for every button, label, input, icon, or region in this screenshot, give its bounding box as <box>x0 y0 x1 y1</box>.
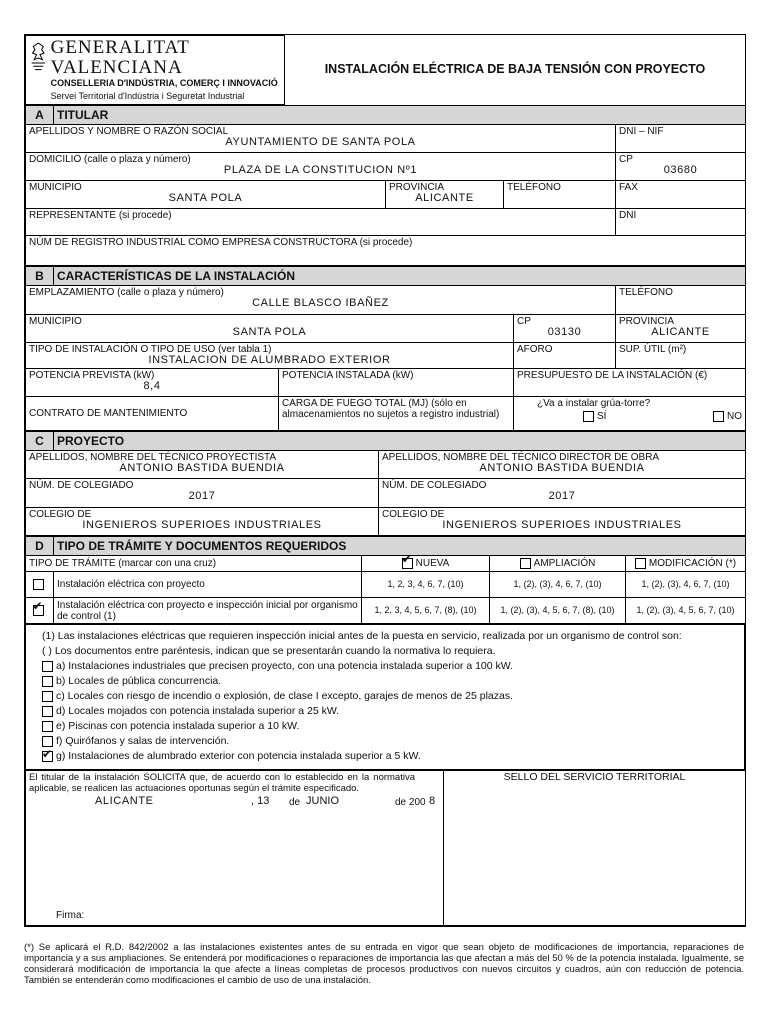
tramite-row <box>26 572 746 598</box>
field-label: TELÉFONO <box>619 287 673 298</box>
inst-provincia-field[interactable] <box>616 315 746 343</box>
field-value: INSTALACION DE ALUMBRADO EXTERIOR <box>148 354 391 366</box>
field-value: INGENIEROS SUPERIOES INDUSTRIALES <box>442 519 682 531</box>
field-value: INGENIEROS SUPERIOES INDUSTRIALES <box>82 519 322 531</box>
field-value: SANTA POLA <box>168 192 243 204</box>
tramite-row-label: Instalación eléctrica con proyecto <box>54 572 362 598</box>
section-title: TITULAR <box>54 106 746 125</box>
field-value: ALICANTE <box>415 192 474 204</box>
section-b-header <box>26 267 746 286</box>
titular-telefono-field[interactable] <box>504 181 616 209</box>
solicitud-cell <box>26 771 444 926</box>
firma-label: Firma: <box>56 910 85 921</box>
section-title: PROYECTO <box>54 432 746 451</box>
section-letter: B <box>26 267 54 286</box>
field-label: PROVINCIA <box>389 182 445 193</box>
section-a <box>25 105 746 266</box>
inst-contrato-field[interactable] <box>26 397 279 431</box>
note-checkbox[interactable] <box>42 661 53 672</box>
titular-registro-field[interactable] <box>26 236 746 266</box>
form-title: INSTALACIÓN ELÉCTRICA DE BAJA TENSIÓN CON PROYECTO <box>324 62 706 76</box>
field-label: APELLIDOS, NOMBRE DEL TÉCNICO PROYECTISTA <box>29 452 277 463</box>
field-label: SUP. ÚTIL (m²) <box>619 344 687 355</box>
year-value[interactable]: 8 <box>429 795 436 807</box>
option-label: MODIFICACIÓN (*) <box>648 558 737 570</box>
tramite-row <box>26 598 746 624</box>
field-value: ANTONIO BASTIDA BUENDIA <box>119 462 285 474</box>
tramite-row-label: Instalación eléctrica con proyecto e inspección inicial por organismo de control (1) <box>54 598 362 624</box>
titular-fax-field[interactable] <box>616 181 746 209</box>
note-item <box>42 734 728 749</box>
field-label: PROVINCIA <box>619 316 675 327</box>
inst-potencia-prevista-field[interactable] <box>26 369 279 397</box>
field-label: PRESUPUESTO DE LA INSTALACIÓN (€) <box>517 370 708 381</box>
docs-modificacion: 1, (2), (3), 4, 5, 6, 7, (10) <box>626 598 746 624</box>
note-line-1: (1) Las instalaciones eléctricas que requieren inspección inicial antes de la puesta en servicio, realizada por un organismo de control son: <box>42 630 682 642</box>
date-word: de 200 <box>395 797 426 808</box>
option-label: NUEVA <box>415 558 450 570</box>
sello-label: SELLO DEL SERVICIO TERRITORIAL <box>503 771 686 783</box>
modificacion-checkbox[interactable] <box>635 558 646 569</box>
note-text: f) Quirófanos y salas de intervención. <box>56 735 230 747</box>
field-value: CALLE BLASCO IBAÑEZ <box>252 297 389 309</box>
inst-presupuesto-field[interactable] <box>514 369 746 397</box>
note-text: g) Instalaciones de alumbrado exterior con potencia instalada superior a 5 kW. <box>56 750 421 762</box>
note-item <box>42 689 728 704</box>
org-name: GENERALITAT VALENCIANA <box>50 37 190 78</box>
note-checkbox[interactable] <box>42 706 53 717</box>
docs-nueva: 1, 2, 3, 4, 6, 7, (10) <box>362 572 490 598</box>
ampliacion-checkbox[interactable] <box>520 558 531 569</box>
director-field[interactable] <box>379 451 746 479</box>
titular-cp-field[interactable] <box>616 153 746 181</box>
row-checkbox[interactable] <box>33 605 44 616</box>
colegio-field[interactable] <box>26 508 379 536</box>
field-label: POTENCIA PREVISTA (kW) <box>29 370 155 381</box>
field-value: ANTONIO BASTIDA BUENDIA <box>479 462 645 474</box>
note-item <box>42 719 728 734</box>
notes-block <box>25 624 745 770</box>
note-item <box>42 659 728 674</box>
solicitud-block <box>25 770 746 926</box>
tramite-modificacion-option[interactable] <box>626 556 746 572</box>
titular-representante-field[interactable] <box>26 209 616 236</box>
tramite-type-label: TIPO DE TRÁMITE (marcar con una cruz) <box>26 556 362 572</box>
field-label: COLEGIO DE <box>29 509 92 520</box>
field-label: COLEGIO DE <box>382 509 445 520</box>
grua-no-option[interactable] <box>713 411 742 422</box>
inst-aforo-field[interactable] <box>514 343 616 369</box>
note-item <box>42 674 728 689</box>
field-label: MUNICIPIO <box>29 182 82 193</box>
dept-name: CONSELLERIA D'INDÚSTRIA, COMERÇ I INNOVACIÓ <box>50 78 278 88</box>
field-value: ALICANTE <box>651 326 710 338</box>
section-letter: A <box>26 106 54 125</box>
field-label: NÚM. DE COLEGIADO <box>29 480 134 491</box>
colegiado-field[interactable] <box>26 479 379 508</box>
note-text: d) Locales mojados con potencia instalada superior a 25 kW. <box>56 705 340 717</box>
section-letter: D <box>26 537 54 556</box>
section-title: TIPO DE TRÁMITE Y DOCUMENTOS REQUERIDOS <box>54 537 746 556</box>
docs-nueva: 1, 2, 3, 4, 5, 6, 7, (8), (10) <box>362 598 490 624</box>
field-label: POTENCIA INSTALADA (kW) <box>282 370 414 381</box>
docs-ampliacion: 1, (2), (3), 4, 6, 7, (10) <box>490 572 626 598</box>
field-label: APELLIDOS, NOMBRE DEL TÉCNICO DIRECTOR DE OBRA <box>382 452 660 463</box>
colegio2-field[interactable] <box>379 508 746 536</box>
section-title: CARACTERÍSTICAS DE LA INSTALACIÓN <box>54 267 746 286</box>
tramite-nueva-option[interactable] <box>362 556 490 572</box>
note-item <box>42 749 728 764</box>
inst-carga-fuego-field[interactable] <box>279 397 514 431</box>
footer-note: (*) Se aplicará el R.D. 842/2002 a las instalaciones existentes antes de su entrada en vigor que sean objeto de modificaciones de importancia, reparaciones de importancia y a sus ampliaciones. Se entenderá por modificaciones o reparaciones de importancia las que afectan a más del 50 % de la potencia instalada. Igualmente, se considerará modificación de importancia la que afecte a líneas completas de procesos productivos con nuevos circuitos y cuadros, aún con reducción de potencia. También se entenderán como modificaciones el cambio de uso de una instalación. <box>24 942 744 986</box>
field-label: TELÉFONO <box>507 182 561 193</box>
field-label: AFORO <box>517 344 553 355</box>
note-checkbox[interactable] <box>42 691 53 702</box>
note-checkbox[interactable] <box>42 676 53 687</box>
note-line-2: ( ) Los documentos entre paréntesis, indican que se presentarán cuando la normativa lo requiera. <box>42 645 496 657</box>
titular-name-field[interactable] <box>26 125 616 153</box>
inst-tipo-field[interactable] <box>26 343 514 369</box>
field-value: 03130 <box>547 326 582 338</box>
field-label: REPRESENTANTE (si procede) <box>29 210 172 221</box>
service-name: Servei Territorial d'Indústria i Seguretat Industrial <box>50 91 245 101</box>
note-text: a) Instalaciones industriales que precisen proyecto, con una potencia instalada superior a 100 kW. <box>56 660 514 672</box>
note-checkbox[interactable] <box>42 736 53 747</box>
day-value[interactable]: 13 <box>257 795 270 807</box>
section-b <box>25 266 746 431</box>
field-label: MUNICIPIO <box>29 316 82 327</box>
date-word: de <box>289 797 301 808</box>
month-value[interactable]: JUNIO <box>306 795 339 807</box>
inst-emplazamiento-field[interactable] <box>26 286 616 315</box>
colegiado2-field[interactable] <box>379 479 746 508</box>
field-value: 2017 <box>188 490 216 502</box>
grua-no-checkbox[interactable] <box>713 411 724 422</box>
inst-sup-field[interactable] <box>616 343 746 369</box>
titular-municipio-field[interactable] <box>26 181 386 209</box>
form-title-cell <box>285 36 746 105</box>
note-text: c) Locales con riesgo de incendio o explosión, de clase I excepto, garajes de menos de 25 plazas. <box>56 690 514 702</box>
field-label: NÚM DE REGISTRO INDUSTRIAL COMO EMPRESA CONSTRUCTORA (si procede) <box>29 237 413 248</box>
titular-dni-field[interactable] <box>616 125 746 153</box>
header-table <box>25 35 745 105</box>
titular-provincia-field[interactable] <box>386 181 504 209</box>
note-item <box>42 704 728 719</box>
option-label: SÍ <box>597 411 607 423</box>
field-value: PLAZA DE LA CONSTITUCION Nº1 <box>223 164 418 176</box>
section-d-header <box>26 537 746 556</box>
field-label: NÚM. DE COLEGIADO <box>382 480 487 491</box>
field-value: 2017 <box>548 490 576 502</box>
solicitud-text: El titular de la instalación SOLICITA que, de acuerdo con lo establecido en la normativa aplicable, se realicen las actuaciones oportunas según el trámite especificado. <box>29 772 415 794</box>
note-checkbox[interactable] <box>42 751 53 762</box>
field-label: TIPO DE INSTALACIÓN O TIPO DE USO (ver tabla 1) <box>29 344 272 355</box>
proyectista-field[interactable] <box>26 451 379 479</box>
field-value: 8,4 <box>143 380 161 392</box>
option-label: NO <box>727 411 742 423</box>
field-label: CP <box>517 316 531 327</box>
option-label: AMPLIACIÓN <box>533 558 596 570</box>
nueva-checkbox[interactable] <box>402 558 413 569</box>
inst-grua-field <box>514 397 746 431</box>
day-separator: , <box>251 795 255 807</box>
field-value: AYUNTAMIENTO DE SANTA POLA <box>225 136 416 148</box>
docs-modificacion: 1, (2), (3), 4, 6, 7, (10) <box>626 572 746 598</box>
inst-cp-field[interactable] <box>514 315 616 343</box>
note-checkbox[interactable] <box>42 721 53 732</box>
section-d <box>25 536 746 624</box>
field-label: DNI <box>619 210 637 221</box>
field-label: ¿Va a instalar grúa-torre? <box>537 398 651 409</box>
field-label: APELLIDOS Y NOMBRE O RAZÓN SOCIAL <box>29 126 229 137</box>
titular-dni2-field[interactable] <box>616 209 746 236</box>
tramite-row-checkbox-cell[interactable] <box>26 598 54 624</box>
crest-icon <box>30 38 47 78</box>
inst-telefono-field[interactable] <box>616 286 746 315</box>
section-a-header <box>26 106 746 125</box>
field-label: CP <box>619 154 633 165</box>
form-frame <box>24 34 746 927</box>
field-value: 03680 <box>663 164 698 176</box>
titular-domicilio-field[interactable] <box>26 153 616 181</box>
note-text: e) Piscinas con potencia instalada superior a 10 kW. <box>56 720 300 732</box>
field-label: DNI – NIF <box>619 126 664 137</box>
field-label: FAX <box>619 182 638 193</box>
field-label: CONTRATO DE MANTENIMIENTO <box>29 408 188 419</box>
field-label: EMPLAZAMIENTO (calle o plaza y número) <box>29 287 224 298</box>
tramite-row-checkbox-cell[interactable] <box>26 572 54 598</box>
section-c-header <box>26 432 746 451</box>
logo-block <box>26 36 285 105</box>
sello-cell <box>444 771 746 926</box>
section-letter: C <box>26 432 54 451</box>
grua-si-checkbox[interactable] <box>583 411 594 422</box>
city-value[interactable]: ALICANTE <box>95 795 154 807</box>
field-label: DOMICILIO (calle o plaza y número) <box>29 154 191 165</box>
section-c <box>25 431 746 536</box>
tramite-ampliacion-option[interactable] <box>490 556 626 572</box>
row-checkbox[interactable] <box>33 579 44 590</box>
grua-si-option[interactable] <box>583 411 606 422</box>
docs-ampliacion: 1, (2), (3), 4, 5, 6, 7, (8), (10) <box>490 598 626 624</box>
inst-potencia-instalada-field[interactable] <box>279 369 514 397</box>
note-text: b) Locales de pública concurrencia. <box>56 675 222 687</box>
field-value: SANTA POLA <box>232 326 307 338</box>
field-label: CARGA DE FUEGO TOTAL (MJ) (sólo en almacenamientos no sujetos a registro industrial) <box>282 398 500 420</box>
inst-municipio-field[interactable] <box>26 315 514 343</box>
